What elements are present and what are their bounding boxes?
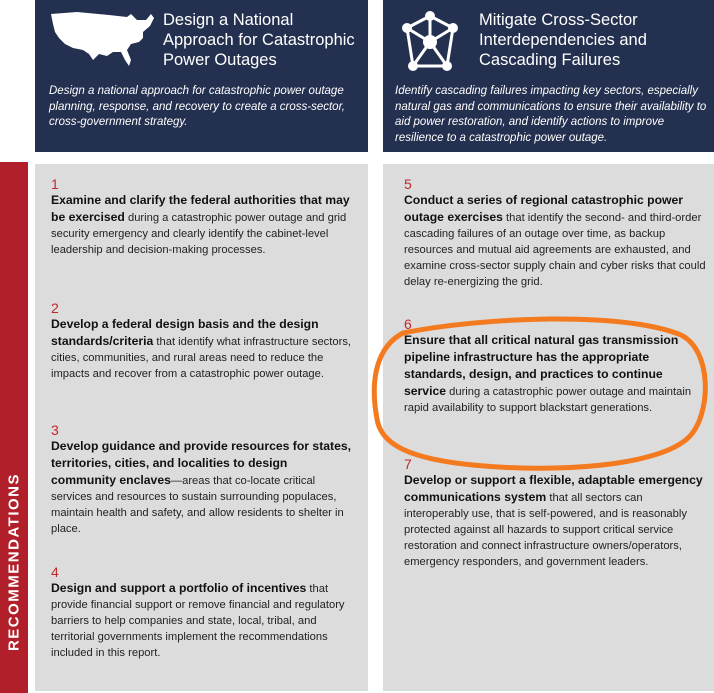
recommendation-3	[51, 422, 355, 537]
recommendation-5	[404, 176, 706, 290]
recommendation-text: that provide financial support or remove financial and regulatory barriers to help companies and state, local, tribal, and territorial governments implement the recommendations included in this report.	[51, 583, 345, 659]
recommendation-1	[51, 176, 355, 258]
recommendation-number: 3	[51, 422, 59, 438]
recommendation-2	[51, 300, 355, 382]
recommendation-6	[404, 316, 706, 416]
left-column-description: Design a national approach for catastrophic power outage planning, response, and recovery to create a cross-sector, cross-government strategy.	[49, 85, 345, 128]
recommendation-text: during a catastrophic power outage and grid security emergency and clearly identify the cabinet-level leadership and decision-making processes.	[51, 212, 347, 256]
recommendation-heading: Ensure that all critical natural gas transmission pipeline infrastructure has the appropriate standards, design, and practices to continue service	[404, 333, 679, 398]
recommendation-heading: Conduct a series of regional catastrophic power outage exercises	[404, 193, 684, 224]
recommendation-heading: Develop a federal design basis and the design standards/criteria	[51, 317, 319, 348]
recommendation-heading: Examine and clarify the federal authorities that may be exercised	[51, 193, 350, 224]
recommendation-number: 5	[404, 176, 412, 192]
left-recommendations-panel	[35, 164, 368, 691]
right-column-description: Identify cascading failures impacting key sectors, especially natural gas and communications to ensure their availability to aid power restoration, and identify actions to improve resilience to a catastrophic power outage.	[395, 85, 707, 144]
recommendations-sidebar	[0, 162, 28, 693]
recommendation-text: that identify what infrastructure sectors, cities, communities, and rural areas need to reduce the impacts and recover from a catastrophic power outage.	[51, 336, 352, 380]
right-column-title: Mitigate Cross-Sector Interdependencies and Cascading Failures	[479, 11, 647, 69]
us-map-icon	[47, 8, 157, 70]
network-icon	[395, 8, 465, 78]
recommendation-text: that identify the second- and third-order cascading failures of an outage over time, as backup resources and mutual aid agreements are exhausted, and examine cross-sector supply chain and cyber risks that could delay re-energizing the grid.	[404, 212, 706, 288]
left-column-title: Design a National Approach for Catastrophic Power Outages	[163, 11, 355, 69]
recommendation-number: 6	[404, 316, 412, 332]
right-recommendations-panel	[383, 164, 714, 691]
recommendation-text: during a catastrophic power outage and maintain rapid availability to support blackstart generations.	[404, 386, 692, 414]
recommendation-heading: Design and support a portfolio of incentives	[51, 581, 307, 595]
recommendation-number: 2	[51, 300, 59, 316]
recommendation-4	[51, 564, 355, 661]
recommendation-heading: Develop guidance and provide resources for states, territories, cities, and localities to design community enclaves	[51, 439, 352, 487]
left-column-header	[35, 0, 368, 152]
recommendation-number: 1	[51, 176, 59, 192]
sidebar-label: RECOMMENDATIONS	[5, 472, 23, 652]
recommendation-text: that all sectors can interoperably use, that is self-powered, and is reasonably protected against all hazards to support critical service restoration and connect infrastructure owners/operators, emergency responders, and government leaders.	[404, 492, 687, 568]
recommendation-number: 7	[404, 456, 412, 472]
recommendation-heading: Develop or support a flexible, adaptable emergency communications system	[404, 473, 703, 504]
recommendation-number: 4	[51, 564, 59, 580]
recommendation-7	[404, 456, 706, 570]
right-column-header	[383, 0, 714, 152]
recommendation-text: —areas that co-locate critical services and resources to sustain surrounding populaces, maintain health and safety, and allow residents to shelter in place.	[51, 475, 344, 535]
